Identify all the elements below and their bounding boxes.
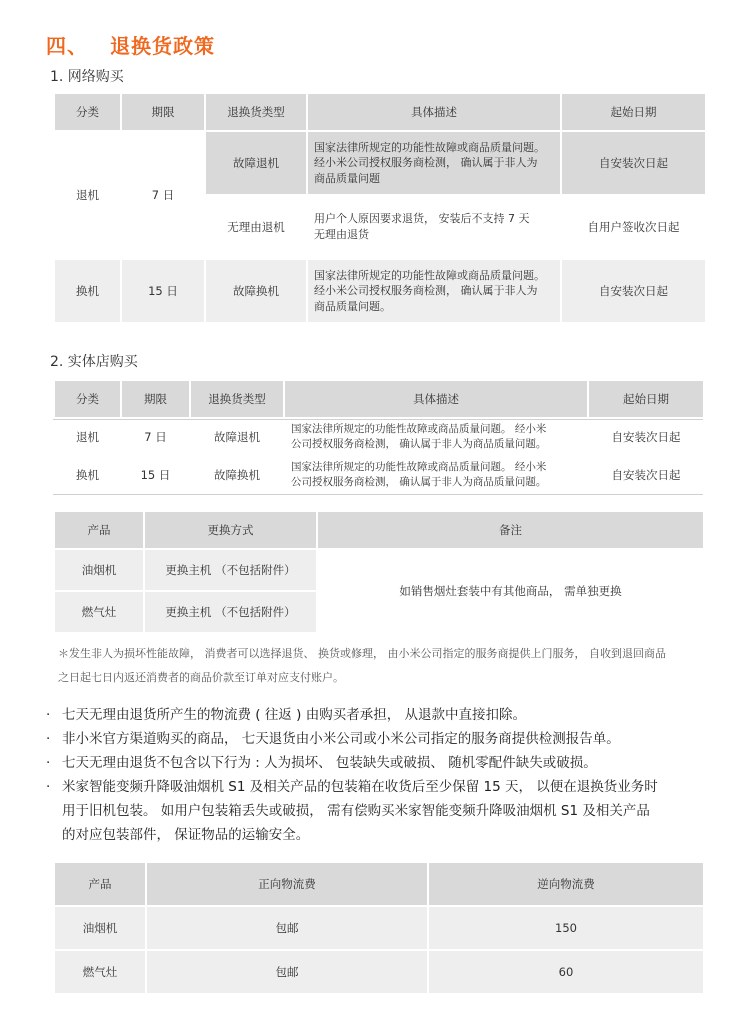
desc-line: 公司授权服务商检测， 确认属于非人为商品质量问题。 [291, 438, 547, 450]
type-cell: 故障换机 [191, 457, 283, 493]
bullet-mark: · [46, 755, 51, 771]
online-heading: 1. 网络购买 [50, 69, 124, 85]
table-row [55, 550, 703, 590]
section-title-text: 退换货政策 [110, 34, 215, 58]
logistics-table [53, 861, 705, 995]
header-product: 产品 [55, 512, 143, 548]
description-cell [285, 457, 587, 493]
online-header-row [55, 94, 705, 130]
description-cell [308, 196, 560, 258]
online-policy-table [53, 92, 707, 324]
footnote-line: 之日起七日内返还消费者的商品价款至订单对应支付账户。 [58, 671, 344, 684]
footnote-line: ＊发生非人为损坏性能故障， 消费者可以选择退货、 换货或修理， 由小米公司指定的服务商提供上门服务， 自收到退回商品 [58, 647, 666, 660]
header-period: 期限 [122, 94, 204, 130]
description-cell [308, 132, 560, 194]
header-forward-fee: 正向物流费 [147, 863, 427, 905]
start-date: 自安装次日起 [589, 457, 703, 493]
desc-line: 经小米公司授权服务商检测， 确认属于非人为 [314, 284, 538, 298]
start-date: 自安装次日起 [562, 260, 705, 322]
table-row [55, 260, 705, 322]
desc-line: 商品质量问题 [314, 171, 380, 185]
product-cell: 燃气灶 [55, 592, 143, 632]
bullet-mark: · [46, 779, 51, 795]
header-start-date: 起始日期 [562, 94, 705, 130]
replacement-table [53, 510, 705, 634]
type-cell: 故障退机 [191, 419, 283, 455]
footnote [58, 642, 708, 690]
table-row [55, 907, 703, 949]
forward-fee-cell: 包邮 [147, 907, 427, 949]
category-cell: 换机 [55, 457, 120, 493]
desc-line: 国家法律所规定的功能性故障或商品质量问题。 [314, 268, 545, 282]
type-fault-return: 故障退机 [206, 132, 306, 194]
table-row [55, 132, 705, 194]
bullet-list [46, 703, 726, 847]
header-description: 具体描述 [308, 94, 560, 130]
header-method: 更换方式 [145, 512, 316, 548]
desc-line: 国家法律所规定的功能性故障或商品质量问题。 经小米 [291, 423, 547, 436]
list-item [46, 775, 726, 847]
bullet-mark: · [46, 731, 51, 747]
header-start-date: 起始日期 [589, 381, 703, 417]
type-no-reason-return: 无理由退机 [206, 196, 306, 258]
desc-line: 国家法律所规定的功能性故障或商品质量问题。 [314, 140, 545, 154]
period-cell: 15 日 [122, 457, 189, 493]
store-policy-table [53, 379, 705, 495]
table-row [55, 951, 703, 993]
category-return: 退机 [55, 132, 120, 258]
header-period: 期限 [122, 381, 189, 417]
desc-line: 经小米公司授权服务商检测， 确认属于非人为 [314, 156, 538, 170]
header-description: 具体描述 [285, 381, 587, 417]
table-row [55, 419, 703, 455]
header-type: 退换货类型 [191, 381, 283, 417]
header-type: 退换货类型 [206, 94, 306, 130]
reverse-fee-cell: 60 [429, 951, 703, 993]
bullet-text: 七天无理由退货所产生的物流费 ( 往返 ) 由购买者承担， 从退款中直接扣除。 [62, 707, 526, 723]
section-number: 四、 [46, 34, 88, 58]
bullet-text: 的对应包装部件， 保证物品的运输安全。 [62, 827, 310, 843]
reverse-fee-cell: 150 [429, 907, 703, 949]
category-exchange: 换机 [55, 260, 120, 322]
desc-line: 用户个人原因要求退货， 安装后不支持 7 天 [314, 212, 530, 226]
start-date: 自用户签收次日起 [562, 196, 705, 258]
description-cell [285, 419, 587, 455]
product-cell: 油烟机 [55, 907, 145, 949]
method-cell: 更换主机 （不包括附件） [145, 592, 316, 632]
category-cell: 退机 [55, 419, 120, 455]
header-reverse-fee: 逆向物流费 [429, 863, 703, 905]
header-category: 分类 [55, 94, 120, 130]
bullet-text: 用于旧机包装。 如用户包装箱丢失或破损， 需有偿购买米家智能变频升降吸油烟机 S1 及相关产品 [62, 803, 650, 819]
forward-fee-cell: 包邮 [147, 951, 427, 993]
product-cell: 燃气灶 [55, 951, 145, 993]
list-item [46, 751, 726, 775]
logistics-header-row [55, 863, 703, 905]
list-item [46, 703, 726, 727]
replacement-header-row [55, 512, 703, 548]
desc-line: 商品质量问题。 [314, 299, 391, 313]
remark-cell: 如销售烟灶套装中有其他商品， 需单独更换 [318, 550, 703, 632]
store-heading: 2. 实体店购买 [50, 354, 138, 370]
start-date: 自安装次日起 [562, 132, 705, 194]
bullet-text: 七天无理由退货不包含以下行为 : 人为损坏、 包装缺失或破损、 随机零配件缺失或破损。 [62, 755, 597, 771]
desc-line: 无理由退货 [314, 228, 369, 241]
type-fault-exchange: 故障换机 [206, 260, 306, 322]
product-cell: 油烟机 [55, 550, 143, 590]
bullet-mark: · [46, 707, 51, 723]
header-product: 产品 [55, 863, 145, 905]
period-cell: 7 日 [122, 419, 189, 455]
period-return: 7 日 [122, 132, 204, 258]
section-title [46, 30, 215, 59]
desc-line: 公司授权服务商检测， 确认属于非人为商品质量问题。 [291, 476, 547, 488]
bullet-text: 非小米官方渠道购买的商品， 七天退货由小米公司或小米公司指定的服务商提供检测报告单。 [62, 731, 620, 747]
list-item [46, 727, 726, 751]
header-remark: 备注 [318, 512, 703, 548]
description-cell [308, 260, 560, 322]
bullet-text: 米家智能变频升降吸油烟机 S1 及相关产品的包装箱在收货后至少保留 15 天， 以便在退换货业务时 [62, 779, 658, 795]
period-exchange: 15 日 [122, 260, 204, 322]
header-category: 分类 [55, 381, 120, 417]
store-header-row [55, 381, 703, 417]
table-row [55, 457, 703, 493]
method-cell: 更换主机 （不包括附件） [145, 550, 316, 590]
start-date: 自安装次日起 [589, 419, 703, 455]
desc-line: 国家法律所规定的功能性故障或商品质量问题。 经小米 [291, 461, 547, 474]
